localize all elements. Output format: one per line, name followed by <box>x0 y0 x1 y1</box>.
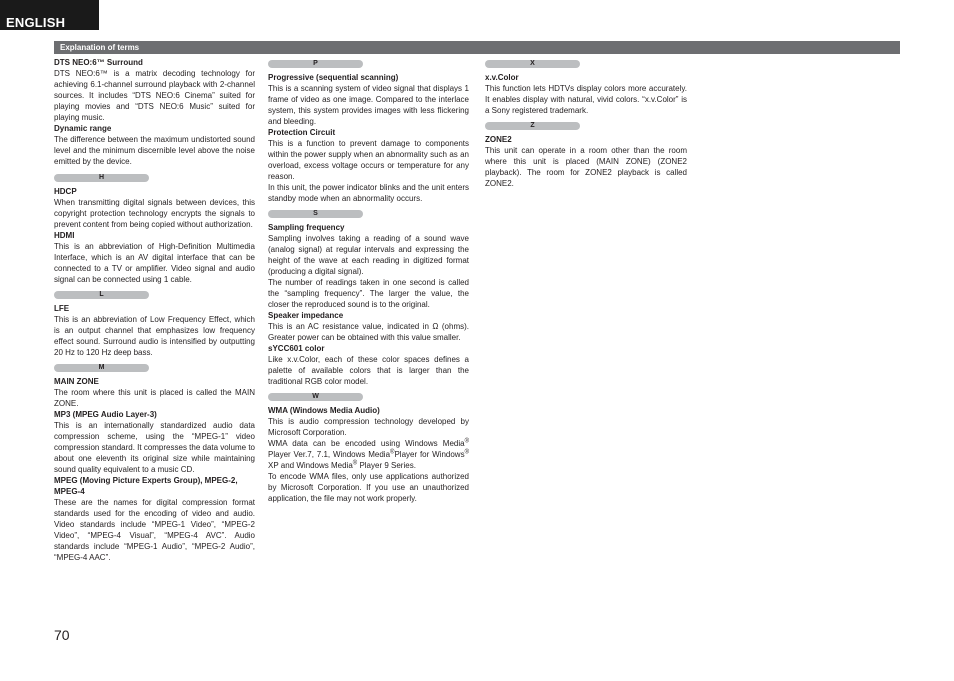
desc-sycc601: Like x.v.Color, each of these color spaces defines a palette of available colors that is larger than the traditional RGB color model. <box>268 355 469 386</box>
section-title: Explanation of terms <box>54 41 900 54</box>
term-sampling-frequency: Sampling frequency <box>268 223 345 232</box>
desc-protection-circuit-1: This is a function to prevent damage to components within the power supply when an abnormality such as an overload, excess voltage occurs or temperature for any reason. <box>268 139 469 181</box>
column-1 <box>54 57 255 563</box>
term-xvcolor: x.v.Color <box>485 73 519 82</box>
term-main-zone: MAIN ZONE <box>54 377 99 386</box>
desc-zone2: This unit can operate in a room other than the room where this unit is placed (MAIN ZONE) (ZONE2 playback). The room for ZONE2 playback is called ZONE2. <box>485 146 687 188</box>
desc-dynamic-range: The difference between the maximum undistorted sound level and the minimum discernible level above the noise emitted by the device. <box>54 135 255 166</box>
letter-heading-p: P <box>268 60 363 68</box>
desc-main-zone: The room where this unit is placed is called the MAIN ZONE. <box>54 388 255 408</box>
desc-progressive: This is a scanning system of video signal that displays 1 frame of video as one image. Compared to the interlace system, this system provides images with less flickering and bleeding. <box>268 84 469 126</box>
desc-mpeg: These are the names for digital compression format standards used for the encoding of video and audio. Video standards include “MPEG-1 Video”, “MPEG-2 Video”, “MPEG-4 Visual”, “MPEG-4 AVC”. Audio standards include “MPEG-1 Audio”, “MPEG-2 Audio”, “MPEG-4 AAC”. <box>54 498 255 562</box>
desc-speaker-impedance: This is an AC resistance value, indicated in Ω (ohms). Greater power can be obtained with this value smaller. <box>268 322 469 342</box>
term-speaker-impedance: Speaker impedance <box>268 311 344 320</box>
desc-dts-neo6: DTS NEO:6™ is a matrix decoding technology for achieving 6.1-channel surround playback with 2-channel sources. It includes “DTS NEO:6 Cinema” suited for playing movies and “DTS NEO:6 Music” suited for playing music. <box>54 69 255 122</box>
desc-wma-3: To encode WMA files, only use applications authorized by Microsoft Corporation. If you use an unauthorized application, the file may not work properly. <box>268 472 469 503</box>
term-dts-neo6: DTS NEO:6™ Surround <box>54 58 143 67</box>
desc-mp3: This is an internationally standardized audio data compression scheme, using the “MPEG-1” video compression standard. It compresses the data volume to about one eleventh its original size while maintaining sound quality equivalent to a music CD. <box>54 421 255 474</box>
letter-heading-l: L <box>54 291 149 299</box>
term-progressive: Progressive (sequential scanning) <box>268 73 399 82</box>
letter-heading-h: H <box>54 174 149 182</box>
term-protection-circuit: Protection Circuit <box>268 128 336 137</box>
term-mpeg: MPEG (Moving Picture Experts Group), MPEG-2, MPEG-4 <box>54 476 238 496</box>
desc-xvcolor: This function lets HDTVs display colors more accurately. It enables display with natural, vivid colors. “x.v.Color” is a Sony registered trademark. <box>485 84 687 115</box>
term-hdcp: HDCP <box>54 187 77 196</box>
letter-heading-z: Z <box>485 122 580 130</box>
term-mp3: MP3 (MPEG Audio Layer-3) <box>54 410 157 419</box>
letter-heading-w: W <box>268 393 363 401</box>
term-zone2: ZONE2 <box>485 135 512 144</box>
term-dynamic-range: Dynamic range <box>54 124 112 133</box>
desc-wma-1: This is audio compression technology developed by Microsoft Corporation. <box>268 417 469 437</box>
term-lfe: LFE <box>54 304 70 313</box>
letter-heading-x: X <box>485 60 580 68</box>
desc-protection-circuit-2: In this unit, the power indicator blinks and the unit enters standby mode when an abnormality occurs. <box>268 183 469 203</box>
letter-heading-s: S <box>268 210 363 218</box>
term-hdmi: HDMI <box>54 231 75 240</box>
language-tab: ENGLISH <box>0 0 99 30</box>
desc-sampling-frequency-1: Sampling involves taking a reading of a sound wave (analog signal) at regular intervals and expressing the height of the wave at each reading in digitized format (producing a digital signal). <box>268 234 469 276</box>
desc-hdcp: When transmitting digital signals between devices, this copyright protection technology encrypts the signals to prevent content from being copied without authorization. <box>54 198 255 229</box>
desc-hdmi: This is an abbreviation of High-Definition Multimedia Interface, which is an AV digital interface that can be connected to a TV or amplifier. Video signal and audio signal can be connected using 1 cable. <box>54 242 255 284</box>
term-wma: WMA (Windows Media Audio) <box>268 406 380 415</box>
column-2 <box>268 57 469 504</box>
desc-wma-2: WMA data can be encoded using Windows Media® Player Ver.7, 7.1, Windows Media®Player for Windows® XP and Windows Media® Player 9 Series. <box>268 438 469 470</box>
desc-lfe: This is an abbreviation of Low Frequency Effect, which is an output channel that emphasizes low frequency effect sound. Surround audio is intensified by outputting 20 Hz to 120 Hz deep bass. <box>54 315 255 357</box>
page-number: 70 <box>54 627 70 643</box>
letter-heading-m: M <box>54 364 149 372</box>
term-sycc601: sYCC601 color <box>268 344 325 353</box>
desc-sampling-frequency-2: The number of readings taken in one second is called the “sampling frequency”. The larger the value, the closer the reproduced sound is to the original. <box>268 278 469 309</box>
column-3 <box>485 57 687 189</box>
